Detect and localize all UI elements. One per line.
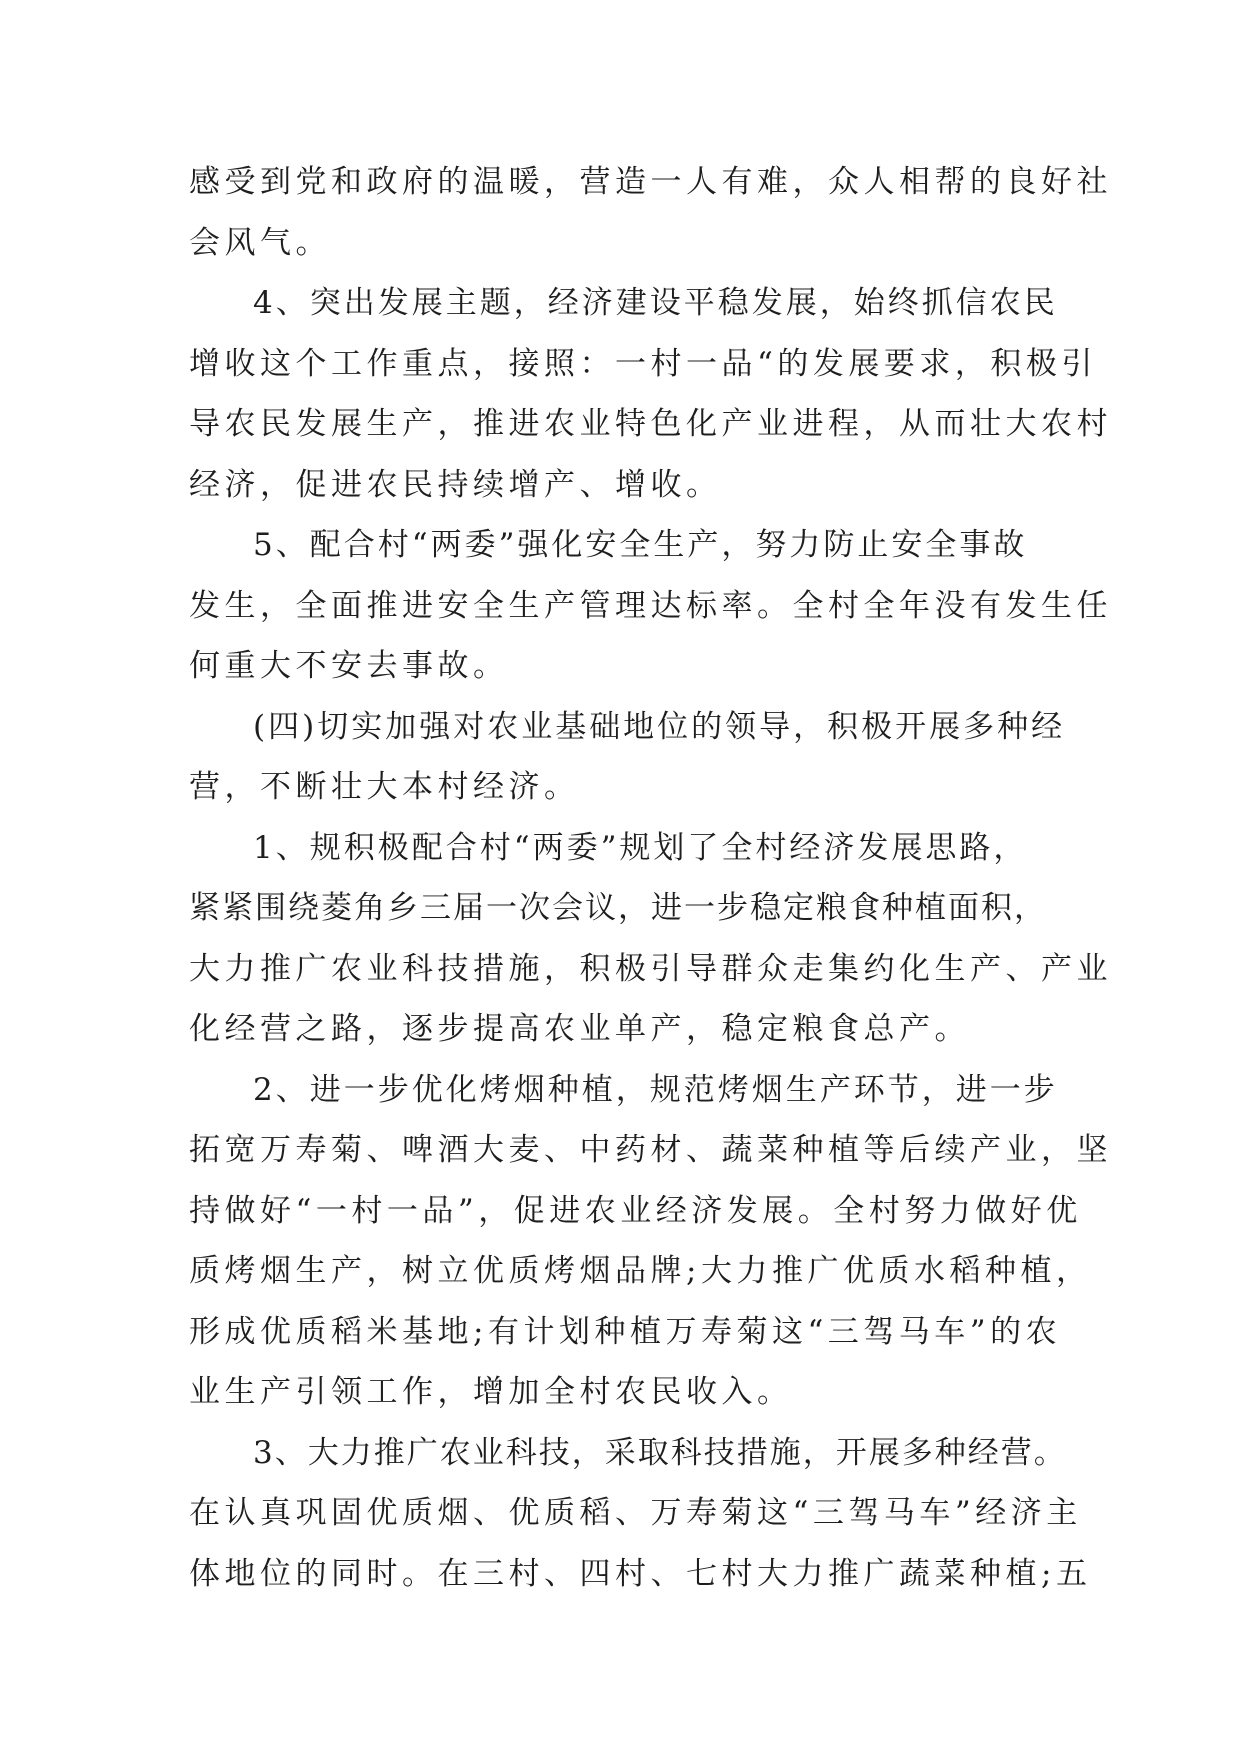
text-line: 3、大力推广农业科技，采取科技措施，开展多种经营。 bbox=[253, 1434, 1067, 1471]
paragraph-3 bbox=[189, 515, 1112, 697]
text-line: 会风气。 bbox=[189, 224, 331, 261]
paragraph-7 bbox=[189, 1423, 1092, 1605]
text-line: 体地位的同时。在三村、四村、七村大力推广蔬菜种植;五 bbox=[189, 1555, 1092, 1592]
paragraph-1 bbox=[189, 152, 1112, 273]
text-line: (四)切实加强对农业基础地位的领导，积极开展多种经 bbox=[253, 708, 1066, 745]
text-line: 发生，全面推进安全生产管理达标率。全村全年没有发生任 bbox=[189, 587, 1112, 624]
paragraph-6 bbox=[189, 1060, 1112, 1423]
text-line: 拓宽万寿菊、啤酒大麦、中药材、蔬菜种植等后续产业，坚 bbox=[189, 1132, 1112, 1168]
text-line: 化经营之路，逐步提高农业单产，稳定粮食总产。 bbox=[189, 1011, 970, 1047]
text-line: 业生产引领工作，增加全村农民收入。 bbox=[189, 1374, 793, 1410]
text-line: 1、规积极配合村“两委”规划了全村经济发展思路， bbox=[253, 829, 1028, 866]
text-line: 大力推广农业科技措施，积极引导群众走集约化生产、产业 bbox=[189, 950, 1112, 987]
paragraph-2 bbox=[189, 273, 1112, 515]
text-line: 4、突出发展主题，经济建设平稳发展，始终抓信农民 bbox=[253, 285, 1058, 321]
document-body bbox=[189, 152, 1112, 1604]
text-line: 质烤烟生产，树立优质烤烟品牌;大力推广优质水稻种植， bbox=[189, 1253, 1092, 1289]
text-line: 增收这个工作重点，接照：一村一品“的发展要求，积极引 bbox=[189, 345, 1097, 382]
text-line: 持做好“一村一品”，促进农业经济发展。全村努力做好优 bbox=[189, 1192, 1082, 1229]
text-line: 5、配合村“两委”强化安全生产，努力防止安全事故 bbox=[253, 527, 1028, 563]
text-line: 感受到党和政府的温暖，营造一人有难，众人相帮的良好社 bbox=[189, 164, 1112, 200]
paragraph-4 bbox=[189, 697, 1069, 818]
text-line: 营，不断壮大本村经济。 bbox=[189, 769, 580, 805]
text-line: 何重大不安去事故。 bbox=[189, 648, 509, 684]
text-line: 经济，促进农民持续增产、增收。 bbox=[189, 466, 722, 503]
text-line: 导农民发展生产，推进农业特色化产业进程，从而壮大农村 bbox=[189, 406, 1112, 442]
paragraph-5 bbox=[189, 818, 1112, 1060]
text-line: 2、进一步优化烤烟种植，规范烤烟生产环节，进一步 bbox=[253, 1071, 1058, 1108]
text-line: 在认真巩固优质烟、优质稻、万寿菊这“三驾马车”经济主 bbox=[189, 1495, 1082, 1531]
text-line: 形成优质稻米基地;有计划种植万寿菊这“三驾马车”的农 bbox=[189, 1313, 1062, 1350]
text-line: 紧紧围绕菱角乡三届一次会议，进一步稳定粮食种植面积， bbox=[189, 890, 1047, 926]
